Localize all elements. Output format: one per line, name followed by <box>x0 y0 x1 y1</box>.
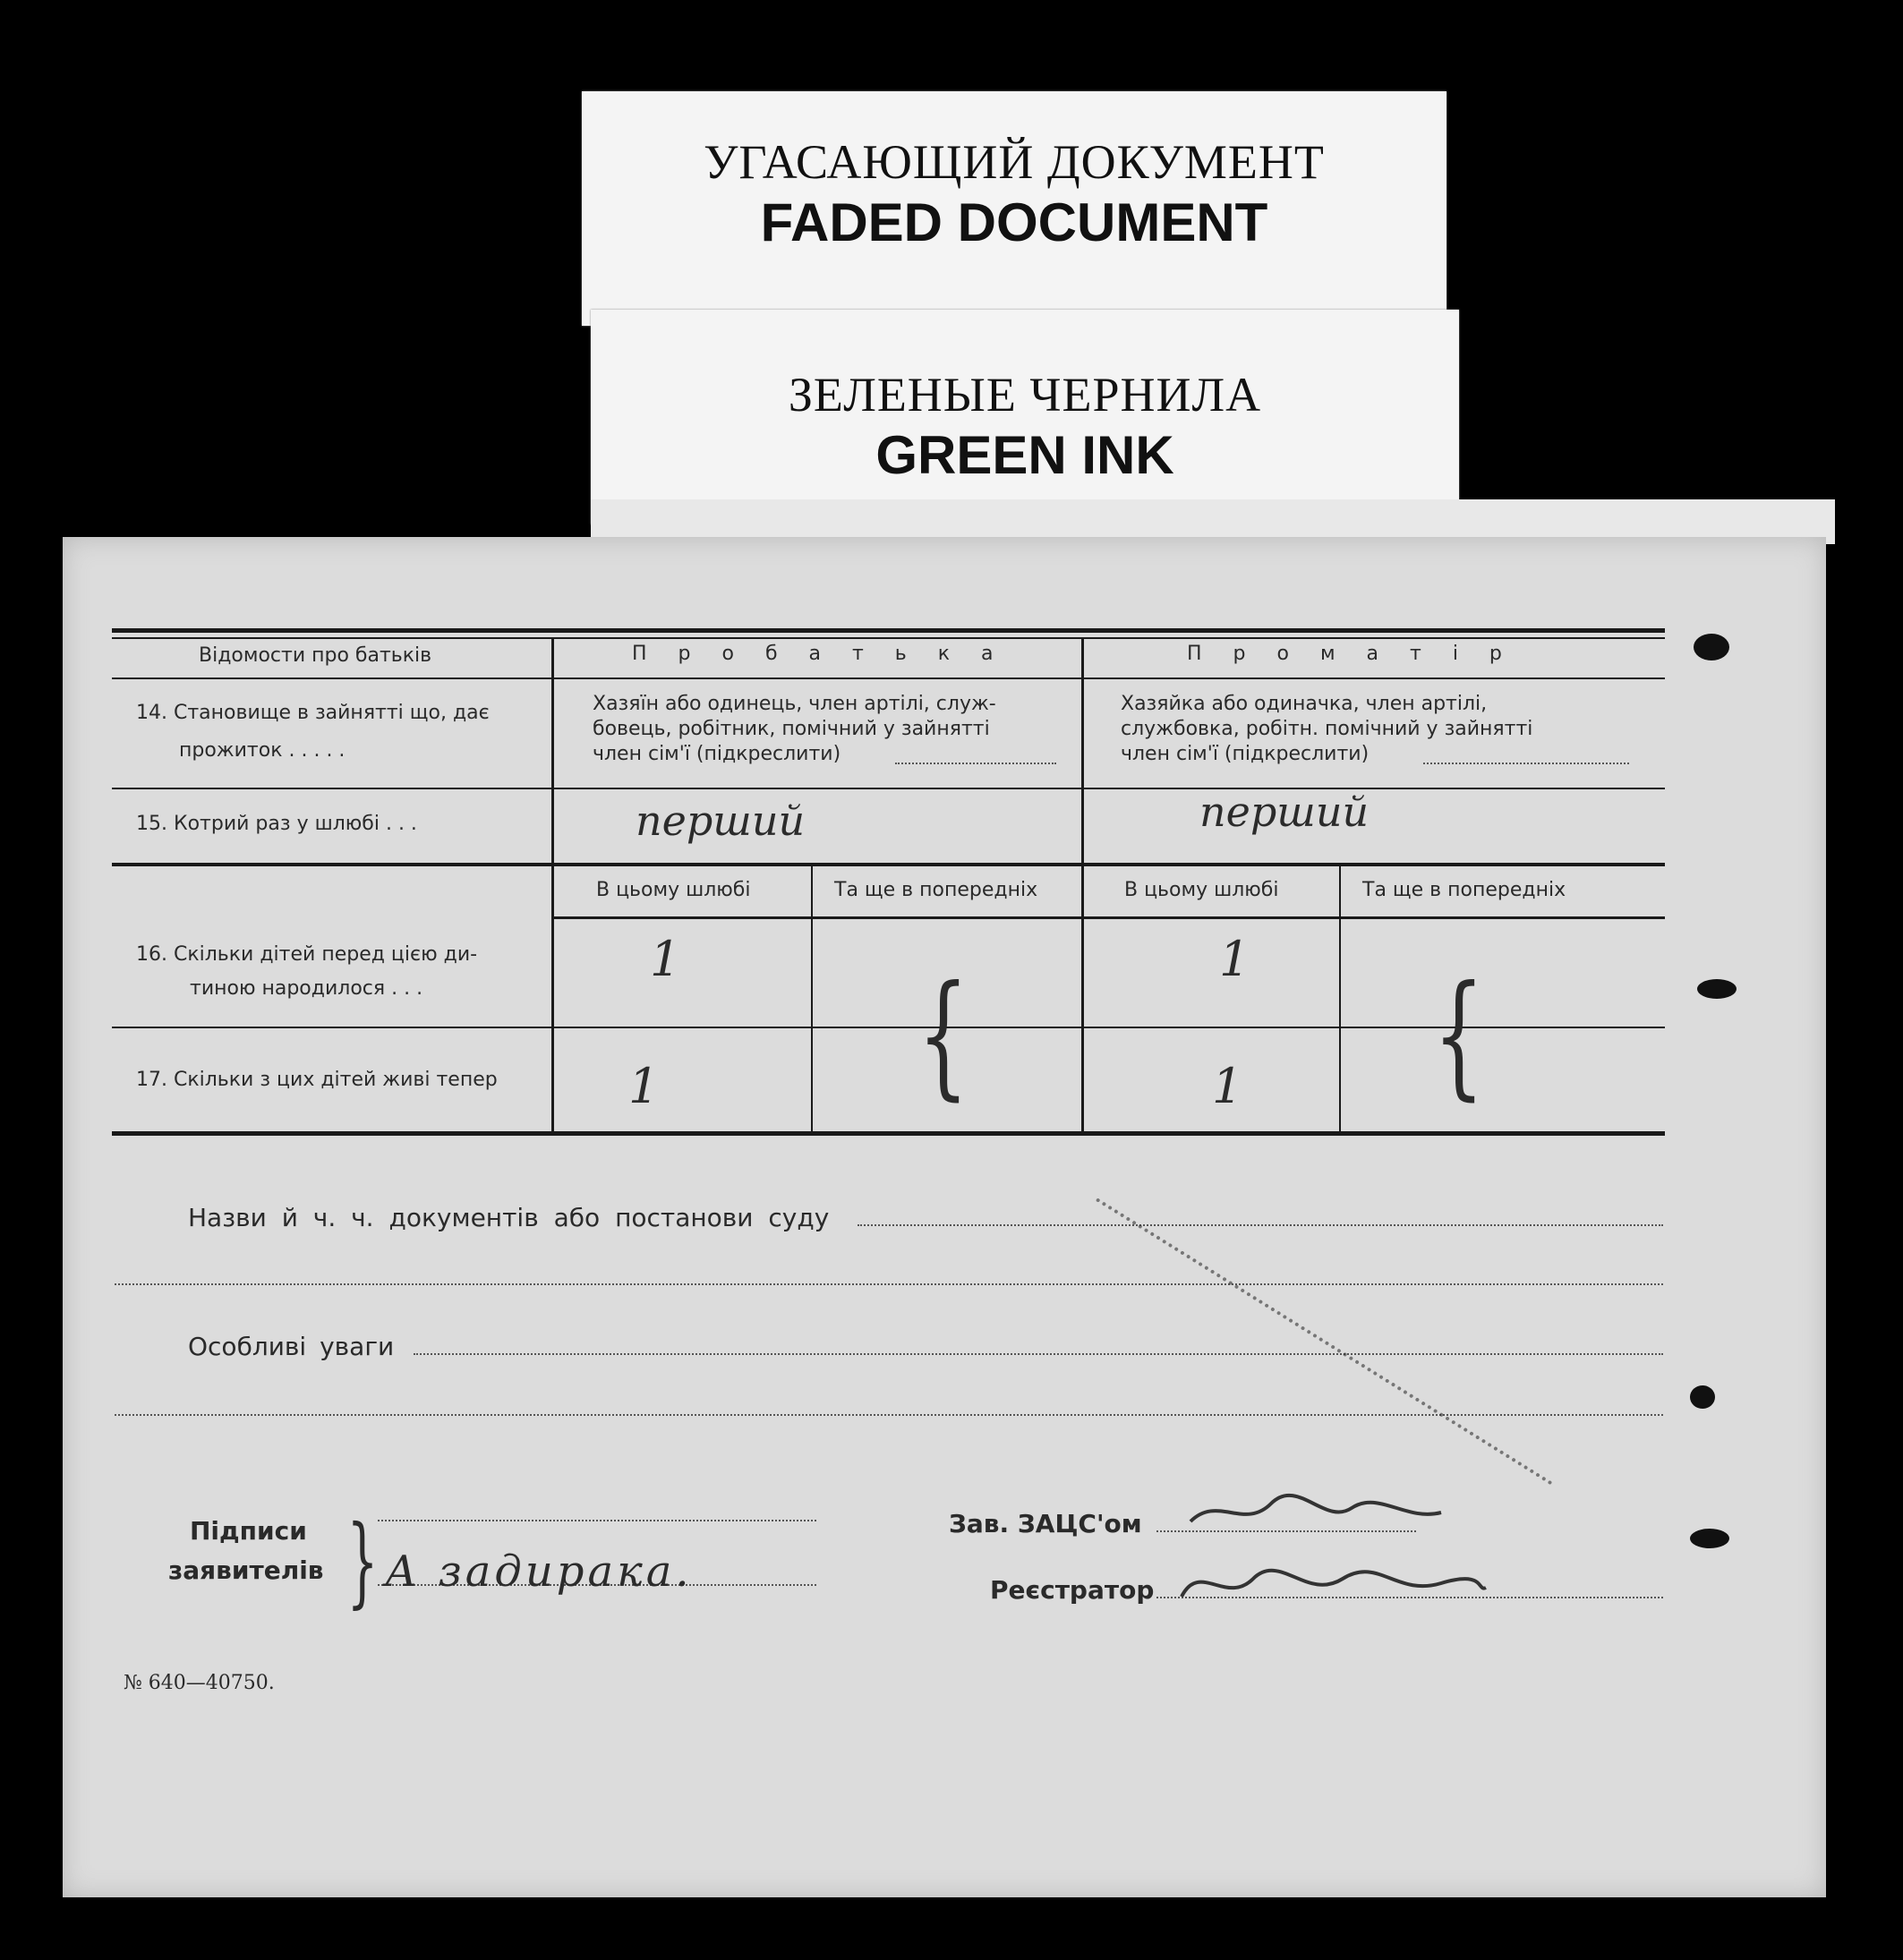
documents-fill-line <box>858 1224 1663 1226</box>
row14-mother-options: Хазяйка або одиначка, член артілі, <box>1121 693 1488 715</box>
column-divider <box>551 637 554 1133</box>
table-top-rule <box>112 628 1665 633</box>
row-divider <box>112 863 1665 866</box>
punch-hole <box>1694 634 1729 660</box>
documents-label: Назви й ч. ч. документів або постанови суду <box>188 1203 830 1232</box>
notes-fill-line <box>414 1353 1663 1355</box>
subheader-mother-prev: Та ще в попередніх <box>1362 879 1566 901</box>
punch-hole <box>1690 1385 1715 1409</box>
row14-mother-options: член сім'ї (підкреслити) <box>1121 743 1370 765</box>
table-header-rule <box>112 637 1665 639</box>
row16-label: 16. Скільки дітей перед цією ди- <box>136 943 478 966</box>
column-divider <box>1081 637 1084 1133</box>
row14-mother-options: службовка, робітн. помічний у зайнятті <box>1121 718 1533 740</box>
column-divider <box>1339 865 1341 1133</box>
faded-document-ru-text: УГАСАЮЩИЙ ДОКУМЕНТ <box>704 135 1325 189</box>
header-about-father: П р о б а т ь к а <box>632 643 1006 665</box>
column-divider <box>811 865 813 1133</box>
subheader-rule <box>553 916 1665 919</box>
signatures-label: Підписи <box>190 1516 307 1546</box>
row15-mother-handwritten: перший <box>1199 788 1370 836</box>
head-of-registry-label: Зав. ЗАЦС'ом <box>949 1509 1142 1538</box>
row14-label: 14. Становище в зайнятті що, дає <box>136 702 490 724</box>
row16-mother-this-value: 1 <box>1219 931 1250 987</box>
form-number: № 640—40750. <box>124 1672 275 1694</box>
registrar-signature-scribble <box>1173 1552 1495 1615</box>
registration-form-sheet <box>63 537 1826 1897</box>
row14-father-options: бовець, робітник, помічний у зайнятті <box>593 718 990 740</box>
row17-father-this-value: 1 <box>628 1058 660 1114</box>
head-signature-scribble <box>1182 1486 1450 1539</box>
subheader-mother-this: В цьому шлюбі <box>1124 879 1279 901</box>
row14-father-options: член сім'ї (підкреслити) <box>593 743 841 765</box>
subheader-father-this: В цьому шлюбі <box>596 879 751 901</box>
fill-line <box>895 763 1056 764</box>
signature-brace: } <box>346 1504 379 1618</box>
green-ink-label <box>591 310 1459 524</box>
notes-fill-line-2 <box>115 1414 1663 1416</box>
signatures-label-cont: заявителів <box>168 1555 324 1585</box>
table-bottom-rule <box>112 1131 1665 1136</box>
signature-line-1 <box>378 1520 816 1521</box>
row-divider <box>112 788 1665 789</box>
notes-label: Особливі уваги <box>188 1332 395 1361</box>
registrar-label: Реєстратор <box>990 1575 1155 1605</box>
green-ink-en-text: GREEN INK <box>875 425 1174 485</box>
punch-hole <box>1690 1529 1729 1548</box>
mother-prev-brace-mark: { <box>1433 958 1485 1113</box>
row16-label-cont: тиною народилося . . . <box>190 977 423 1000</box>
green-ink-ru-text: ЗЕЛЕНЫЕ ЧЕРНИЛА <box>788 368 1262 422</box>
father-prev-brace-mark: { <box>917 958 969 1113</box>
row17-mother-this-value: 1 <box>1212 1058 1243 1114</box>
fill-line <box>1423 763 1629 764</box>
row15-label: 15. Котрий раз у шлюбі . . . <box>136 813 417 835</box>
documents-fill-line-2 <box>115 1283 1663 1285</box>
diagonal-stamp-mark <box>1096 1167 1572 1485</box>
row15-father-handwritten: перший <box>636 797 806 845</box>
punch-hole <box>1697 979 1737 999</box>
subheader-father-prev: Та ще в попередніх <box>834 879 1038 901</box>
faded-document-label <box>582 91 1446 326</box>
row-divider <box>112 677 1665 679</box>
header-parents-info: Відомости про батьків <box>199 644 432 667</box>
header-about-mother: П р о м а т і р <box>1187 643 1515 665</box>
row-divider <box>112 1027 1665 1028</box>
applicant-signature: А задирака. <box>385 1547 693 1597</box>
row14-father-options: Хазяїн або одинець, член артілі, служ- <box>593 693 996 715</box>
row16-father-this-value: 1 <box>650 931 681 987</box>
row14-label-cont: прожиток . . . . . <box>179 739 346 762</box>
row17-label: 17. Скільки з цих дітей живі тепер <box>136 1069 498 1091</box>
faded-document-en-text: FADED DOCUMENT <box>760 192 1268 252</box>
